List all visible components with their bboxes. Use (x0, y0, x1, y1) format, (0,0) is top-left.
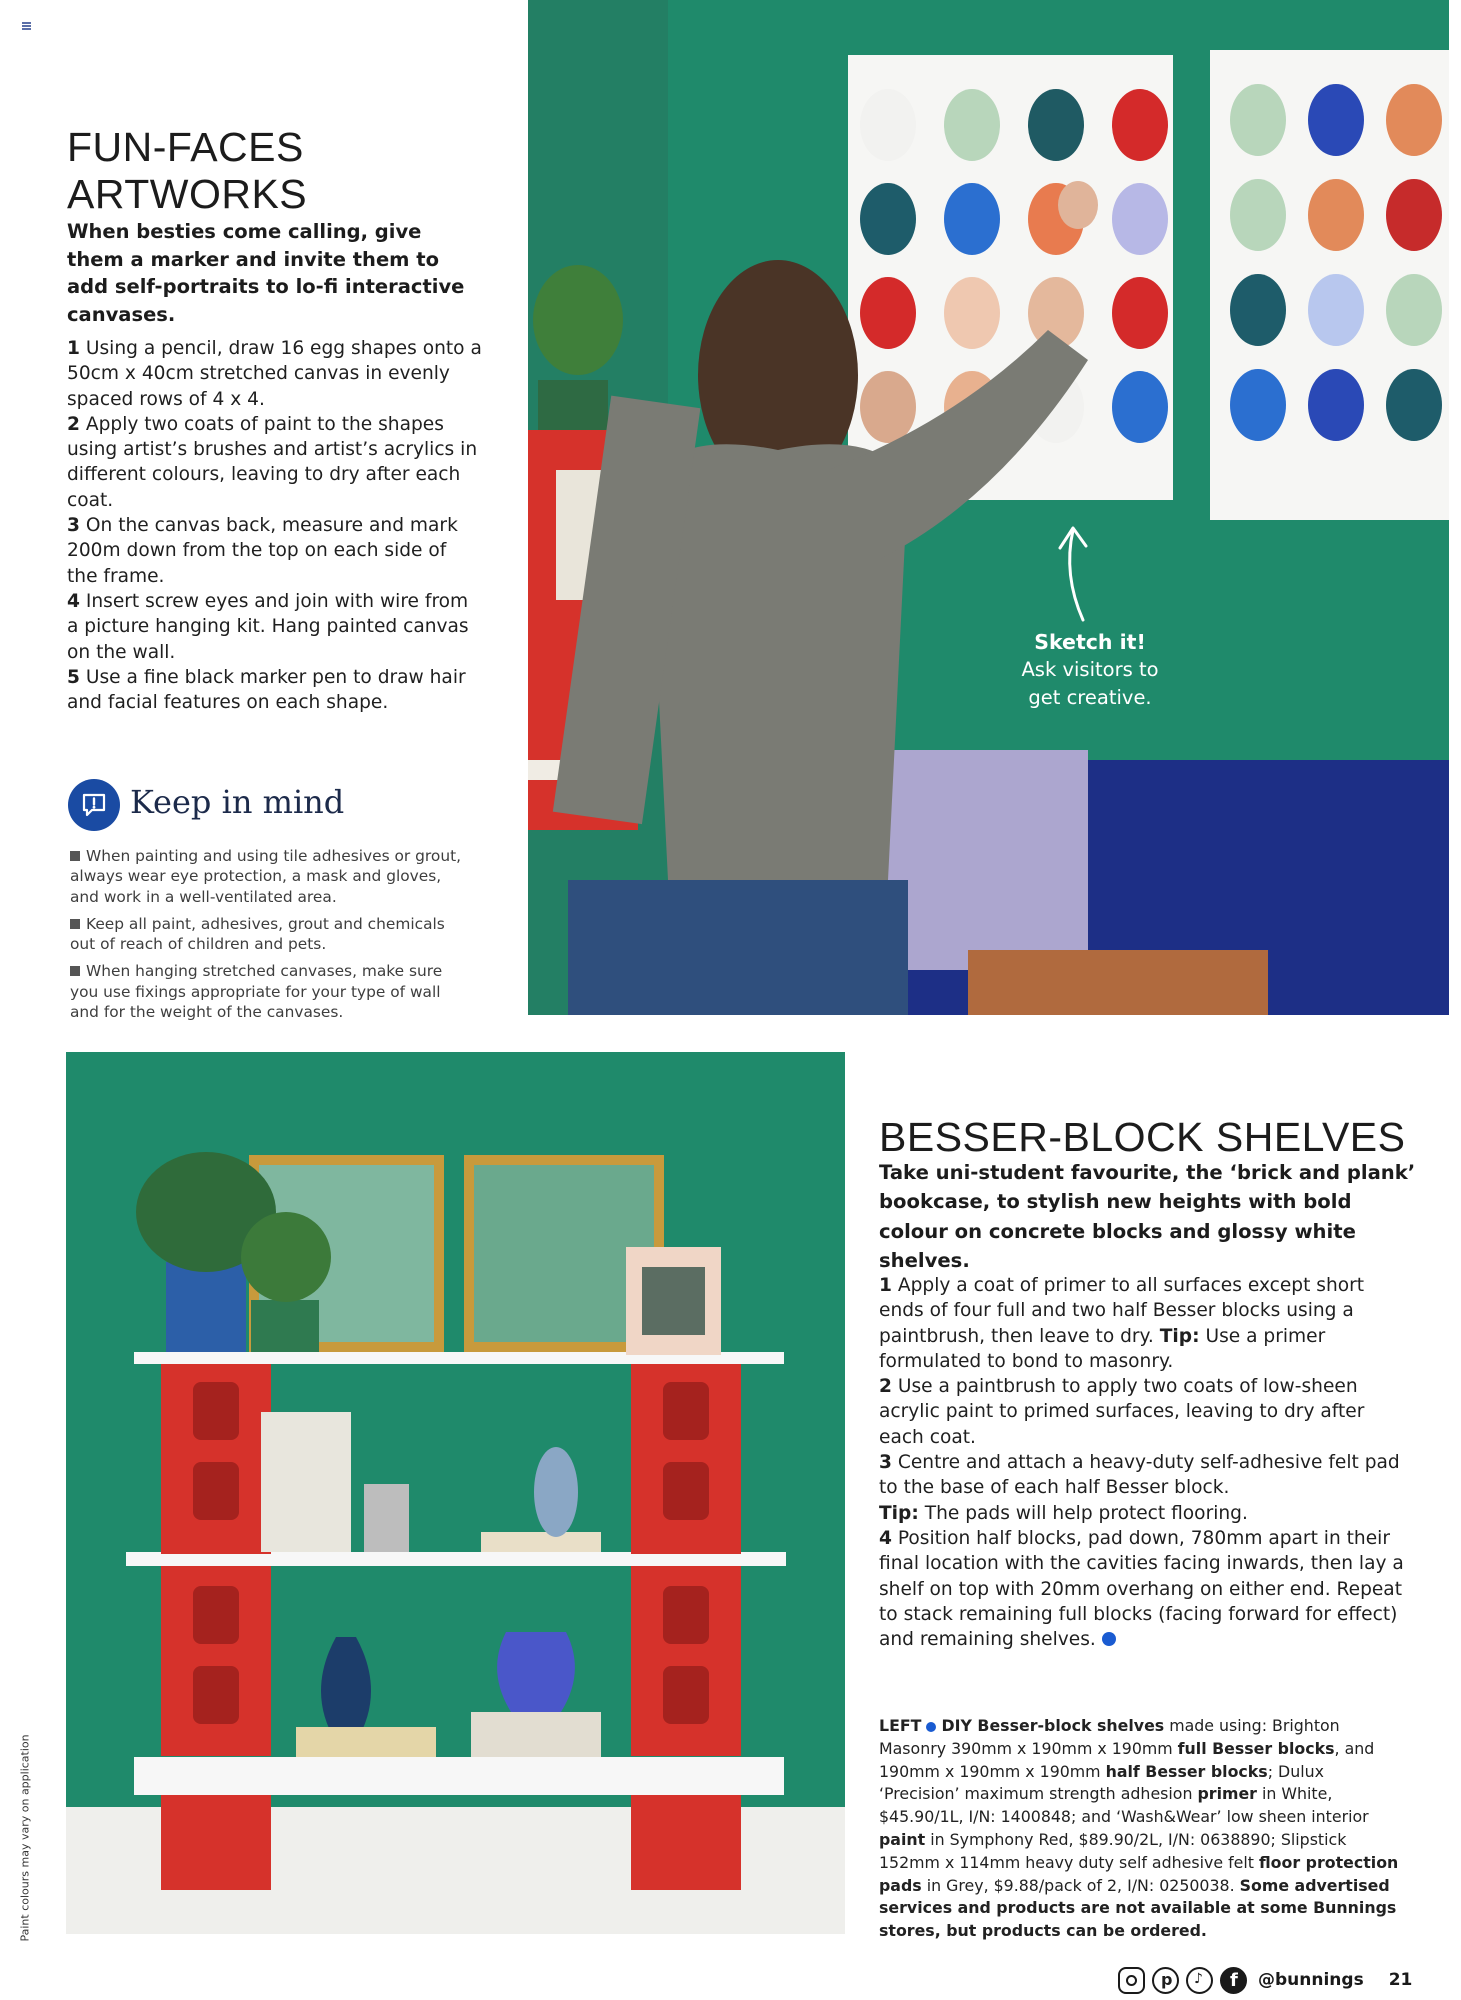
face-shape (1230, 369, 1286, 441)
tip-text: The pads will help protect flooring. (918, 1502, 1248, 1524)
bullet-square-icon (70, 966, 80, 976)
section1-steps (67, 336, 482, 715)
step-text: Insert screw eyes and join with wire from a picture hanging kit. Hang painted canvas on the wall. (67, 590, 469, 663)
list-item (70, 961, 470, 1022)
step-text: On the canvas back, measure and mark 200m down from the top on each side of the frame. (67, 515, 458, 587)
step-number: 3 (67, 515, 80, 537)
caption-text: in Grey, $9.88/pack of 2, I/N: 0250038. (921, 1875, 1240, 1895)
paint-colour-note: Paint colours may vary on application (18, 1734, 32, 1942)
step-number: 4 (67, 590, 80, 612)
sketch-callout-line2: get creative. (1028, 686, 1152, 709)
section2-steps (879, 1273, 1414, 1652)
sketch-callout-title: Sketch it! (1034, 630, 1146, 654)
end-dot-icon (1102, 1632, 1116, 1646)
caption-disclaimer: Some advertised services and products are not available at some Bunnings stores, but products can be ordered. (879, 1875, 1397, 1941)
face-shape (944, 89, 1000, 161)
face-shape (944, 183, 1000, 255)
section2-lead: Take uni-student favourite, the ‘brick and plank’ bookcase, to stylish new heights with bold colour on concrete blocks and glossy white shelves. (879, 1161, 1416, 1272)
list-item-text: Keep all paint, adhesives, grout and chemicals out of reach of children and pets. (70, 914, 445, 954)
facebook-icon[interactable]: f (1220, 1967, 1247, 1994)
face-shape (1308, 369, 1364, 441)
sketch-callout (990, 628, 1190, 712)
step (67, 336, 482, 412)
step-number: 5 (67, 666, 80, 688)
list-item (70, 914, 470, 955)
keep-in-mind-title: Keep in mind (130, 783, 345, 821)
face-shape (860, 183, 916, 255)
list-item-text: When hanging stretched canvases, make sure you use fixings appropriate for your type of wall and for the weight of the canvases. (70, 962, 443, 1022)
step-text: Apply two coats of paint to the shapes using artist’s brushes and artist’s acrylics in different colours, leaving to dry after each coat. (67, 413, 478, 511)
face-shape (1112, 89, 1168, 161)
bullet-square-icon (70, 919, 80, 929)
caption-product: paint (879, 1829, 926, 1849)
tip-label: Tip: (879, 1502, 919, 1524)
tip-label: Tip: (1159, 1325, 1200, 1347)
section1-title-line2: ARTWORKS (67, 171, 308, 217)
step (67, 589, 482, 665)
tiktok-icon[interactable]: ♪ (1186, 1967, 1213, 1994)
pinterest-icon[interactable]: p (1152, 1967, 1179, 1994)
step (879, 1374, 1414, 1450)
section1-lead: When besties come calling, give them a marker and invite them to add self-portraits to lo-fi interactive canvases. (67, 220, 465, 326)
step-text: Use a paintbrush to apply two coats of low-sheen acrylic paint to primed surfaces, leaving to dry after each coat. (879, 1376, 1365, 1448)
step-number: 2 (879, 1376, 892, 1398)
face-shape (1028, 89, 1084, 161)
face-shape (944, 277, 1000, 349)
step-text: Using a pencil, draw 16 egg shapes onto a 50cm x 40cm stretched canvas in evenly spaced rows of 4 x 4. (67, 338, 482, 410)
step (879, 1273, 1414, 1374)
bullet-square-icon (70, 851, 80, 861)
face-shape (1308, 274, 1364, 346)
section1-title (67, 124, 307, 218)
face-shape (860, 277, 916, 349)
caption-text: in Symphony Red, $89.90/2L, I/N: 0638890; Slipstick 152mm x 114mm heavy duty self adhesive felt (879, 1829, 1347, 1872)
section2-title-text: BESSER-BLOCK SHELVES (879, 1114, 1406, 1160)
face-shape (1230, 179, 1286, 251)
step-number: 1 (67, 338, 80, 359)
step (67, 513, 482, 589)
face-shape (1230, 84, 1286, 156)
list-item (70, 846, 470, 907)
fun-faces-photo (528, 0, 1449, 1015)
step (67, 412, 482, 513)
caption-text: ; Dulux ‘Precision’ maximum strength adhesion (879, 1761, 1324, 1804)
caption-product: floor protection pads (879, 1852, 1399, 1895)
face-shape (1308, 179, 1364, 251)
photo-caption (879, 1715, 1399, 1943)
caption-text: , and 190mm x 190mm x 190mm (879, 1738, 1375, 1781)
face-shape (1308, 84, 1364, 156)
step (879, 1526, 1414, 1652)
step (879, 1501, 1414, 1526)
step (879, 1450, 1414, 1501)
face-shape (1386, 84, 1442, 156)
step-text: Centre and attach a heavy-duty self-adhesive felt pad to the base of each half Besser block. (879, 1452, 1400, 1499)
step-text: Apply a coat of primer to all surfaces except short ends of four full and two half Besser blocks using a paintbrush, then leave to dry. (879, 1275, 1365, 1347)
caption-product: full Besser blocks (1177, 1738, 1335, 1758)
tip-text: Use a primer formulated to bond to masonry. (879, 1325, 1326, 1372)
face-shape (1230, 274, 1286, 346)
face-shape (1386, 274, 1442, 346)
instagram-icon[interactable] (1118, 1967, 1145, 1994)
step-number: 1 (879, 1275, 892, 1296)
step (67, 665, 482, 716)
menu-icon (22, 22, 31, 30)
sketch-callout-line1: Ask visitors to (1021, 658, 1159, 681)
caption-text: in White, $45.90/1L, I/N: 1400848; and ‘Wash&Wear’ low sheen interior (879, 1784, 1369, 1827)
step-number: 3 (879, 1452, 892, 1474)
face-shape (1112, 371, 1168, 443)
face-shape (1386, 369, 1442, 441)
keep-in-mind-list (70, 846, 470, 1029)
caption-product: primer (1197, 1784, 1257, 1804)
footer (1118, 1965, 1412, 1995)
social-handle[interactable]: @bunnings (1258, 1970, 1364, 1990)
info-bubble-icon (68, 779, 120, 831)
face-shape (1112, 277, 1168, 349)
caption-dot-icon (926, 1722, 936, 1732)
face-shape (1112, 183, 1168, 255)
step-number: 2 (67, 413, 80, 435)
face-shape (860, 89, 916, 161)
section1-title-line1: FUN-FACES (67, 124, 304, 170)
step-text: Position half blocks, pad down, 780mm apart in their final location with the cavities facing inwards, then lay a shelf on top with 20mm overhang on either end. Repeat to stack remaining full blocks (facing forward for effect) and remaining shelves. (879, 1527, 1404, 1651)
list-item-text: When painting and using tile adhesives or grout, always wear eye protection, a mask and gloves, and work in a well-ventilated area. (70, 847, 462, 906)
caption-text: made using: Brighton Masonry 390mm x 190mm x 190mm (879, 1716, 1340, 1758)
face-shape (1386, 179, 1442, 251)
step-text: Use a fine black marker pen to draw hair and facial features on each shape. (67, 666, 466, 714)
caption-left-label: LEFT (879, 1716, 922, 1735)
caption-product: half Besser blocks (1105, 1761, 1268, 1781)
page-number: 21 (1388, 1970, 1413, 1990)
face-shape (860, 371, 916, 443)
step-number: 4 (879, 1527, 892, 1549)
caption-product: DIY Besser-block shelves (941, 1716, 1165, 1735)
section2-title (879, 1114, 1439, 1161)
besser-shelves-photo (66, 1052, 845, 1934)
